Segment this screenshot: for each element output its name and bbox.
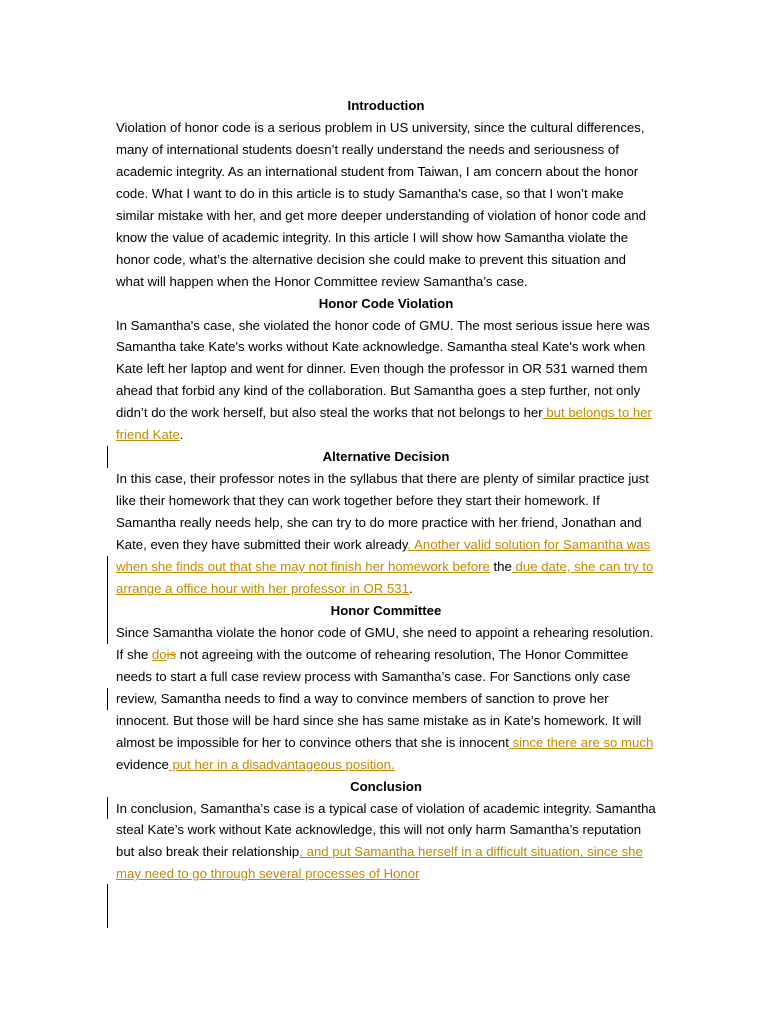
paragraph-committee (116, 622, 656, 776)
text-run: In Samantha's case, she violated the honor code of GMU. The most serious issue here was Samantha take Kate's works without Kate acknowledge. Samantha steal Kate's work when Kate left her laptop and went for dinner. Even though the professor in OR 531 warned them ahead that forbid any kind of the collaboration. But Samantha goes a step further, not only didn’t do the work herself, but also steal the works that not belongs to her (116, 317, 650, 421)
text-run: . (179, 427, 184, 443)
change-bar (107, 556, 108, 644)
heading-honor-code-violation: Honor Code Violation (318, 295, 454, 311)
text-run: . (408, 580, 413, 596)
change-bar (107, 797, 108, 819)
text-run: In this case, their professor notes in the syllabus that there are plenty of similar practice just like their homework that they can work together before they start their homework. If Samantha really needs help, she can try to do more practice with her friend, Jonathan and Kate, even they have submitted their work already (116, 471, 649, 553)
change-bar (107, 884, 108, 928)
text-run: not agreeing with the outcome of rehearing resolution, The Honor Committee needs to start a full case review process with Samantha’s case. For Sanctions only case review, Samantha needs to find a way to convince members of sanction to prove her innocent. But those will be hard since she has same mistake as in Kate’s homework. It will almost be impossible for her to convince others that she is innocent (116, 646, 642, 750)
change-bar (107, 446, 108, 468)
deleted-text: is (166, 646, 177, 662)
text-run: the (489, 559, 512, 575)
document-body (116, 95, 656, 885)
inserted-text: , and put Samantha herself in a difficult situation, since she may need to go through several processes of Honor (116, 844, 643, 882)
paragraph-alternative (116, 468, 656, 600)
inserted-text: position. (345, 756, 395, 772)
text-run: Since Samantha violate the honor code of GMU, she need to appoint a rehearing resolution. If she (116, 624, 654, 662)
heading-conclusion: Conclusion (350, 778, 422, 794)
inserted-text: since there are so much (508, 734, 654, 750)
inserted-text: due date, she can try to arrange a office hour with her professor in OR 531 (116, 559, 654, 596)
inserted-text: put her in a disadvantageous (168, 756, 346, 772)
inserted-text: but belongs to her friend Kate (116, 405, 652, 443)
paragraph-conclusion (116, 798, 656, 886)
inserted-text: . Another valid solution for Samantha was when she finds out that she may not finish her homework before (116, 537, 651, 575)
change-bar (107, 688, 108, 710)
text-run: evidence (116, 756, 169, 772)
heading-alternative-decision: Alternative Decision (322, 449, 450, 465)
heading-honor-committee: Honor Committee (330, 602, 442, 618)
paragraph-introduction: Violation of honor code is a serious problem in US university, since the cultural differences, many of international students doesn’t really understand the needs and seriousness of academic integrity. As an international student from Taiwan, I am concern about the honor code. What I want to do in this article is to study Samantha's case, so that I won’t make similar mistake with her, and get more deeper understanding of violation of honor code and know the value of academic integrity. In this article I will show how Samantha violate the honor code, what’s the alternative decision she could make to prevent this situation and what will happen when the Honor Committee review Samantha’s case. (116, 119, 647, 289)
heading-introduction: Introduction (347, 98, 425, 113)
text-run: In conclusion, Samantha’s case is a typical case of violation of academic integrity. Samantha steal Kate’s work without Kate acknowledge, this will not only harm Samantha’s reputation but also break their relationship (116, 800, 656, 860)
paragraph-violation (116, 315, 656, 447)
inserted-text: do (151, 646, 167, 662)
